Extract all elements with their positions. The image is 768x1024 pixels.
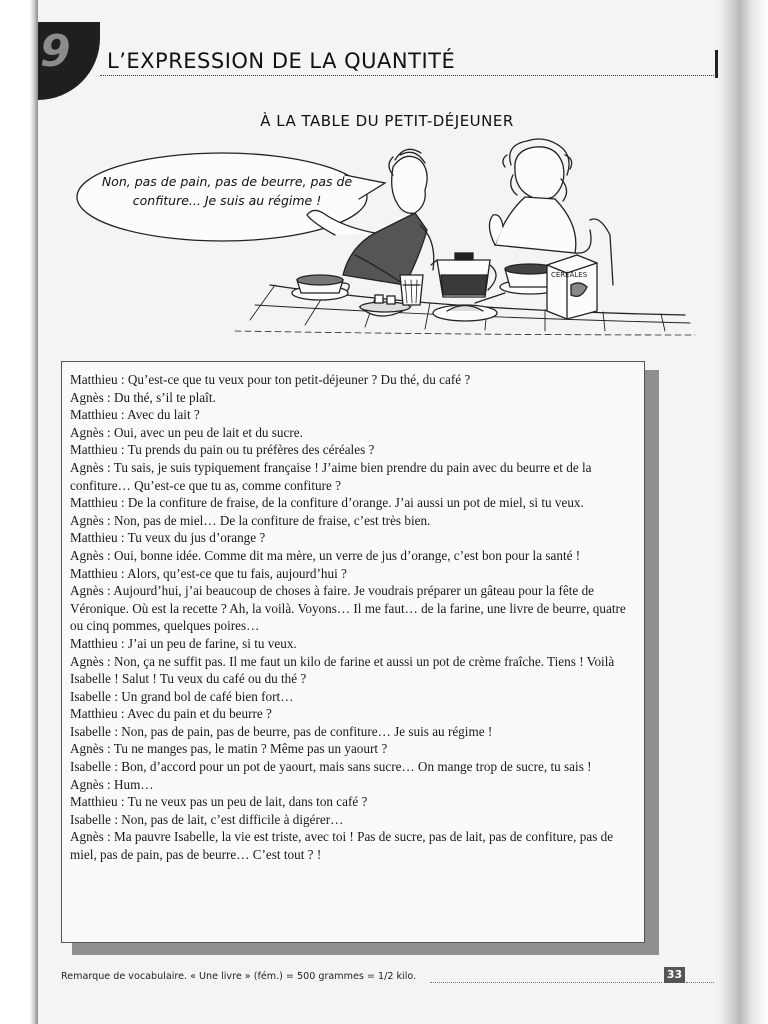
cereal-box-label: CÉRÉALES xyxy=(551,271,588,279)
speaker-name: Agnès xyxy=(70,829,104,845)
dialogue-text: Du thé, s’il te plaît. xyxy=(113,389,216,405)
dialogue-line: Isabelle : Bon, d’accord pour un pot de yaourt, mais sans sucre… On mange trop de sucre, tu sais ! xyxy=(70,759,592,775)
title-end-bar xyxy=(715,50,718,78)
dialogue-text: Tu prends du pain ou tu préfères des céréales ? xyxy=(127,442,375,458)
page-number: 33 xyxy=(664,967,685,983)
dialogue-line: Agnès : Non, ça ne suffit pas. Il me faut un kilo de farine et aussi un pot de crème fraîche. Tiens ! Voilà Isabelle ! Salut ! Tu veux du café ou du thé ? xyxy=(70,653,615,687)
dialogue-line: Agnès : Aujourd’hui, j’ai beaucoup de choses à faire. Je voudrais préparer un gâteau pour la fête de Véronique. Où est la recette ? Ah, la voilà. Voyons… Il me faut… de la farine, une livre de beurre, quatre ou cinq pommes, quelques poires… xyxy=(70,583,626,634)
speaker-name: Agnès xyxy=(70,389,104,405)
speaker-name: Matthieu xyxy=(70,565,118,581)
dialogue-line: Matthieu : Avec du pain et du beurre ? xyxy=(70,706,272,722)
page-number-rule xyxy=(686,982,714,983)
speaker-name: Agnès xyxy=(70,653,104,669)
dialogue-line: Matthieu : Tu ne veux pas un peu de lait, dans ton café ? xyxy=(70,794,368,810)
dialogue-line: Matthieu : Qu’est-ce que tu veux pour ton petit-déjeuner ? Du thé, du café ? xyxy=(70,372,471,387)
dialogue-line: Agnès : Du thé, s’il te plaît. xyxy=(70,389,216,405)
page-binding-edge xyxy=(0,0,38,1024)
speaker-name: Isabelle xyxy=(70,811,112,827)
dialogue-line: Matthieu : J’ai un peu de farine, si tu veux. xyxy=(70,635,297,651)
dialogue-text: Non, ça ne suffit pas. Il me faut un kilo de farine et aussi un pot de crème fraîche. Tiens ! Voilà Isabelle ! Salut ! Tu veux du café ou du thé ? xyxy=(70,653,615,687)
dialogue-text: Avec du pain et du beurre ? xyxy=(127,706,272,722)
dialogue-text: Avec du lait ? xyxy=(127,407,200,423)
speaker-name: Agnès xyxy=(70,512,104,528)
dialogue-line: Agnès : Oui, avec un peu de lait et du sucre. xyxy=(70,424,303,440)
dialogue-text: Aujourd’hui, j’ai beaucoup de choses à faire. Je voudrais préparer un gâteau pour la fête de Véronique. Où est la recette ? Ah, la voilà. Voyons… Il me faut… de la farine, une livre de beurre, quatre ou cinq pommes, quelques poires… xyxy=(70,583,626,634)
speaker-name: Agnès xyxy=(70,776,104,792)
dialogue-text: Oui, avec un peu de lait et du sucre. xyxy=(113,424,303,440)
page-right-edge xyxy=(718,0,768,1024)
dialogue-text: Qu’est-ce que tu veux pour ton petit-déjeuner ? Du thé, du café ? xyxy=(127,372,471,387)
speaker-name: Matthieu xyxy=(70,794,118,810)
coffee-pot xyxy=(431,253,496,297)
cereal-box xyxy=(547,255,597,319)
cup-left xyxy=(292,275,349,300)
dialogue-line: Agnès : Tu ne manges pas, le matin ? Même pas un yaourt ? xyxy=(70,741,388,757)
dialogue-line: Isabelle : Un grand bol de café bien fort… xyxy=(70,688,294,704)
speaker-name: Matthieu xyxy=(70,635,118,651)
dialogue-line: Agnès : Ma pauvre Isabelle, la vie est triste, avec toi ! Pas de sucre, pas de lait, pas de confiture, pas de miel, pas de pain, pas de beurre… C’est tout ? ! xyxy=(70,829,614,863)
speaker-name: Agnès xyxy=(70,459,104,475)
speaker-name: Agnès xyxy=(70,547,104,563)
vocabulary-note: Remarque de vocabulaire. « Une livre » (fém.) = 500 grammes = 1/2 kilo. xyxy=(61,971,417,982)
dialogue-text: Oui, bonne idée. Comme dit ma mère, un verre de jus d’orange, c’est bon pour la santé ! xyxy=(113,547,581,563)
speaker-name: Isabelle xyxy=(70,723,112,739)
speaker-name: Agnès xyxy=(70,583,104,599)
dialogue-text: Non, pas de lait, c’est difficile à digérer… xyxy=(121,811,344,827)
dialogue-text: Tu ne manges pas, le matin ? Même pas un yaourt ? xyxy=(113,741,388,757)
speaker-name: Matthieu xyxy=(70,407,118,423)
dialogue-line: Isabelle : Non, pas de lait, c’est difficile à digérer… xyxy=(70,811,344,827)
speaker-name: Isabelle xyxy=(70,759,112,775)
dialogue-line: Agnès : Oui, bonne idée. Comme dit ma mère, un verre de jus d’orange, c’est bon pour la santé ! xyxy=(70,547,581,563)
dialogue-text: De la confiture de fraise, de la confiture d’orange. J’ai aussi un pot de miel, si tu veux. xyxy=(127,495,584,511)
section-title: À LA TABLE DU PETIT-DÉJEUNER xyxy=(260,112,514,130)
chapter-number: 9 xyxy=(40,26,71,77)
speaker-name: Matthieu xyxy=(70,495,118,511)
dialogue-line: Matthieu : Avec du lait ? xyxy=(70,407,200,423)
dialogue-text: Alors, qu’est-ce que tu fais, aujourd’hui ? xyxy=(127,565,347,581)
title-rule xyxy=(100,75,716,76)
speaker-name: Agnès xyxy=(70,741,104,757)
dialogue-line: Matthieu : Tu veux du jus d’orange ? xyxy=(70,530,266,546)
chapter-title: L’EXPRESSION DE LA QUANTITÉ xyxy=(107,49,456,73)
dialogue-text: J’ai un peu de farine, si tu veux. xyxy=(127,635,297,651)
speaker-name: Isabelle xyxy=(70,688,112,704)
dialogue-line: Agnès : Non, pas de miel… De la confiture de fraise, c’est très bien. xyxy=(70,512,431,528)
dialogue-text: Non, pas de pain, pas de beurre, pas de confiture… Je suis au régime ! xyxy=(121,723,493,739)
footer-rule xyxy=(430,982,662,983)
dialogue-text: Tu veux du jus d’orange ? xyxy=(127,530,266,546)
speaker-name: Matthieu xyxy=(70,442,118,458)
speech-bubble-text: Non, pas de pain, pas de beurre, pas de confiture... Je suis au régime ! xyxy=(101,174,353,208)
dialogue-line: Agnès : Tu sais, je suis typiquement française ! J’aime bien prendre du pain avec du beurre et de la confiture… Qu’est-ce que tu as, comme confiture ? xyxy=(70,459,592,493)
dialogue-text: Tu ne veux pas un peu de lait, dans ton café ? xyxy=(127,794,368,810)
dialogue-line: Matthieu : De la confiture de fraise, de la confiture d’orange. J’ai aussi un pot de miel, si tu veux. xyxy=(70,495,584,511)
breakfast-illustration xyxy=(75,135,700,345)
dialogue-text: Tu sais, je suis typiquement française ! J’aime bien prendre du pain avec du beurre et de la confiture… Qu’est-ce que tu as, comme confiture ? xyxy=(70,459,592,493)
dialogue-text: Non, pas de miel… De la confiture de fraise, c’est très bien. xyxy=(113,512,431,528)
speaker-name: Agnès xyxy=(70,424,104,440)
speaker-name: Matthieu xyxy=(70,706,118,722)
speaker-name: Matthieu xyxy=(70,372,118,387)
dialogue-text: Un grand bol de café bien fort… xyxy=(121,688,294,704)
speaker-name: Matthieu xyxy=(70,530,118,546)
dialogue-text: Hum… xyxy=(113,776,154,792)
dialogue-text: Bon, d’accord pour un pot de yaourt, mais sans sucre… On mange trop de sucre, tu sais ! xyxy=(121,759,592,775)
dialogue-line: Isabelle : Non, pas de pain, pas de beurre, pas de confiture… Je suis au régime ! xyxy=(70,723,493,739)
dialogue-box xyxy=(61,361,645,943)
dialogue-line: Agnès : Hum… xyxy=(70,776,154,792)
dialogue-line: Matthieu : Tu prends du pain ou tu préfères des céréales ? xyxy=(70,442,375,458)
agnes-figure xyxy=(489,139,591,253)
juice-glass xyxy=(400,275,423,305)
dialogue-line: Matthieu : Alors, qu’est-ce que tu fais, aujourd’hui ? xyxy=(70,565,347,581)
dialogue-text: Ma pauvre Isabelle, la vie est triste, avec toi ! Pas de sucre, pas de lait, pas de confiture, pas de miel, pas de pain, pas de beurre… C’est tout ? ! xyxy=(70,829,614,863)
